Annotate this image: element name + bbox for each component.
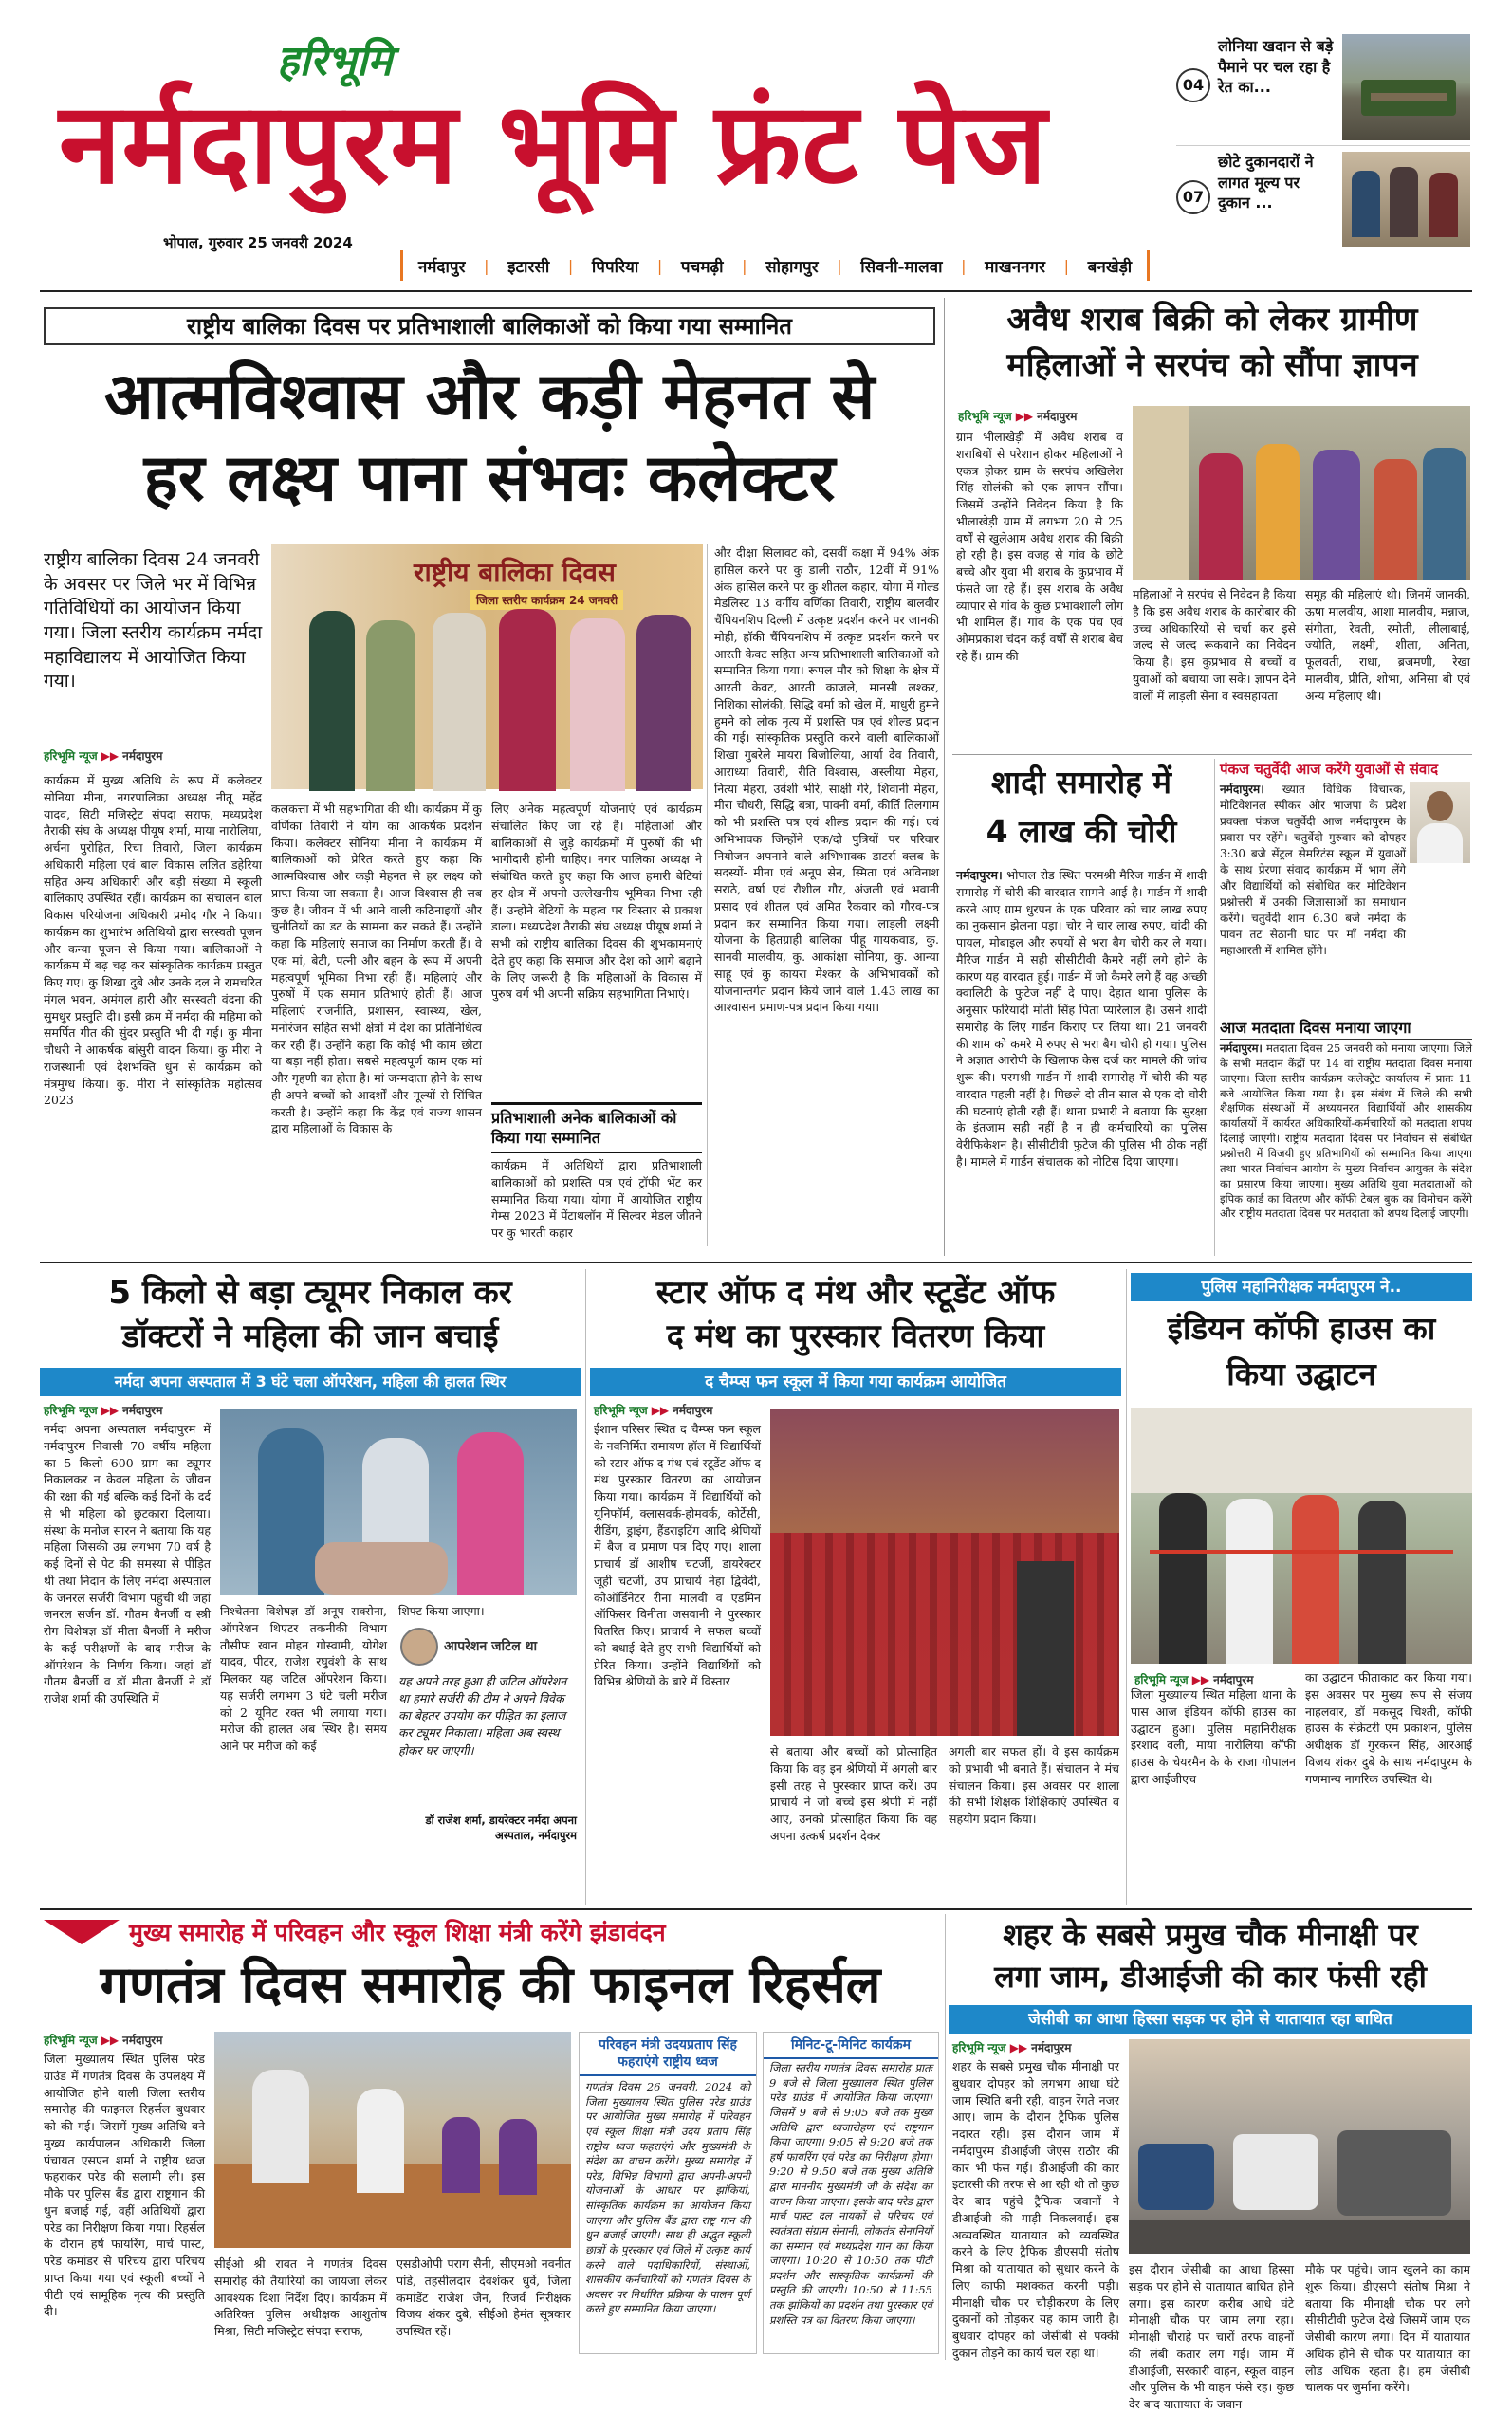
tumor-headline: 5 किलो से बड़ा ट्यूमर निकाल कर <box>108 1274 512 1312</box>
doctor-photo <box>400 1628 438 1666</box>
coffee-story <box>1131 1269 1472 1905</box>
coffee-col2: का उद्घाटन फीताकाट कर किया गया। इस अवसर पर मुख्य रूप से संजय नाहलवार, डॉ मकसूद चिश्ती, कॉफी हाउस के सेक्रेटरी एम प्रकाशन, पुलिस अधीक्षक डॉ गुरकरन सिंह, आरआई विजय शंकर दुबे के साथ नर्मदापुरम के गणमान्य नागरिक उपस्थित थे। <box>1305 1670 1472 1786</box>
col-divider <box>1214 759 1215 1256</box>
tumor-quote-text: यह अपने तरह हुआ ही जटिल ऑपरेशन था हमारे सर्जरी की टीम ने अपने विवेक का बेहतर उपयोग कर पीड़ित का इलाज कर ट्यूमर निकाला। महिला अब स्वस्थ होकर घर जाएगी। <box>398 1674 567 1758</box>
teaser-page-badge: 07 <box>1176 180 1210 214</box>
wedding-body <box>956 867 1207 1252</box>
teaser-photo <box>1342 152 1470 247</box>
lead-intro: राष्ट्रीय बालिका दिवस 24 जनवरी के अवसर पर जिले भर में विभिन्न गतिविधियों का आयोजन किया गया। जिला स्तरीय कार्यक्रम नर्मदा महाविद्यालय में आयोजित किया गया। <box>44 549 263 692</box>
liquor-story <box>952 302 1472 749</box>
chaturvedi-photo <box>1410 782 1470 863</box>
tumor-col3: शिफ्ट किया जाएगा। <box>398 1604 485 1618</box>
masthead-rule <box>40 290 1472 292</box>
coffee-headline: किया उद्घाटन <box>1226 1355 1376 1392</box>
wedding-headline: 4 लाख की चोरी <box>986 813 1177 850</box>
town-link[interactable]: पिपरिया <box>591 257 639 277</box>
photo-banner-text: राष्ट्रीय बालिका दिवस <box>414 557 616 588</box>
lead-subhead: प्रतिभाशाली अनेक बालिकाओं को किया गया सम्मानित <box>491 1102 702 1153</box>
section-rule <box>952 754 1472 755</box>
star-col1: ईशान परिसर स्थित द चैम्प्स फन स्कूल के नवनिर्मित रामायण हॉल में विद्यार्थियों को स्टार ऑफ द मंथ एवं स्टूडेंट ऑफ द मंथ पुरस्कार वितरण का आयोजन किया गया। कार्यक्रम में विद्यार्थियों को यूनिफॉर्म, क्लासवर्क-होमवर्क, कोर्टेसी, रीडिंग, ड्राइंग, हैंडराइटिंग आदि श्रेणियों में बैज व प्रमाण पत्र दिए गए। शाला प्राचार्य डॉ आशीष चटर्जी, डायरेक्टर जूही चटर्जी, उप प्राचार्य नेहा द्विवेदी, कोऑर्डिनेटर रीना मालवी व एडमिन ऑफिसर विनीता जसवानी ने पुरस्कार वितरित किए। प्राचार्य ने सफल बच्चों को बधाई देते हुए सभी विद्यार्थियों को प्रेरित किया। उन्होंने विद्यार्थियों को विभिन्न श्रेणियों के बारे में विस्तार <box>594 1422 761 1689</box>
tumor-subhead-bar: नर्मदा अपना अस्पताल में 3 घंटे चला ऑपरेशन, महिला की हालत स्थिर <box>40 1368 581 1396</box>
star-col2: से बताया और बच्चों को प्रोत्साहित किया कि वह इन श्रेणियों में अगली बार इसी तरह से पुरस्कार प्राप्त करें। उप प्राचार्य ने जो बच्चे इस श्रेणी में नहीं आए, उनको प्रोत्साहित किया कि वह अपना उत्कर्ष प्रदर्शन देकर <box>770 1744 937 1843</box>
town-link[interactable]: सिवनी-मालवा <box>860 257 943 277</box>
wedding-headline: शादी समारोह में <box>991 764 1171 801</box>
liquor-headline: महिलाओं ने सरपंच को सौंपा ज्ञापन <box>1006 346 1418 384</box>
tumor-headline: डॉक्टरों ने महिला की जान बचाई <box>121 1317 499 1355</box>
star-col3: अगली बार सफल हों। वे इस कार्यक्रम को प्रभावी भी बनाते हैं। संचालन ने मंच संचालन किया। इस अवसर पर शाला की सभी शिक्षक शिक्षिकाएं उपस्थित व सहयोग प्रदान किया। <box>949 1744 1119 1826</box>
town-link[interactable]: इटारसी <box>507 257 550 277</box>
liquor-col1: ग्राम भीलाखेड़ी में अवैध शराब व शराबियों से परेशान होकर महिलाओं ने एकत्र होकर ग्राम के सरपंच अखिलेश सिंह सोलंकी को एक ज्ञापन सौंपा। जिसमें उन्होंने निवेदन किया है कि भीलाखेड़ी ग्राम में लगभग 20 से 25 वर्षों से खुलेआम अवैध शराब की बिक्री हो रही है। इस वजह से गांव के छोटे बच्चे और युवा भी शराब के कुप्रभाव में फंसते जा रहे हैं। इस शराब के अवैध व्यापार से गांव के कुछ प्रभावशाली लोग भी शामिल हैं। गांव के एक पंच एवं ओमप्रकाश चंदन कई वर्षों से शराब बेच रहे हैं। ग्राम की <box>956 430 1123 663</box>
chaturvedi-body <box>1220 782 1406 1013</box>
lead-col1: कार्यक्रम में मुख्य अतिथि के रूप में कलेक्टर सोनिया मीना, नगरपालिका अध्यक्ष नीतू महेंद्र यादव, सिटी मजिस्ट्रेट संपदा सराफ, मध्यप्रदेश तैराकी संघ के अध्यक्ष पीयूष शर्मा, माया नारोलिया, अर्चना पुरोहित, रिचा तिवारी, जिला कार्यक्रम अधिकारी महिला एवं बाल विकास ललित डहेरिया सहित अन्य अधिकारी और बड़ी संख्या में स्कूली बालिकाएं उपस्थित रहीं। कार्यक्रम का संचालन बाल विकास परियोजना अधिकारी प्रमोद गौर ने किया। कार्यक्रम का शुभारंभ अतिथियों द्वारा सरस्वती पूजन और कन्या पूजन से किया गया। बालिकाओं ने कार्यक्रम में बढ़ चढ़ कर सांस्कृतिक कार्यक्रम प्रस्तुत किए गए। कु शिखा दुबे और उनके दल ने रामचरित मंगल भवन, अमंगल हारी और सरस्वती वंदना की सुमधुर प्रस्तुति दी। इसी क्रम में नर्मदा की महिमा को समर्पित गीत की सुंदर प्रस्तुति भी दी गई। कु मीना चौधरी ने आकर्षक बांसुरी वादन किया। कु मीरा ने राजस्थानी एवं देशभक्ति धुन से कार्यक्रम को मंत्रमुग्ध किया। कु. मीरा ने सांस्कृतिक महोत्सव 2023 <box>44 773 262 1108</box>
teaser-text: लोनिया खदान से बड़े पैमाने पर चल रहा है रेत का... <box>1218 37 1334 97</box>
lead-headline: आत्मविश्वास और कड़ी मेहनत से <box>103 359 876 434</box>
lead-vrule <box>707 544 708 1246</box>
star-subhead-bar: द चैम्प्स फन स्कूल में किया गया कार्यक्रम आयोजित <box>590 1368 1121 1396</box>
col-divider <box>1126 1269 1127 1905</box>
republic-headline: गणतंत्र दिवस समारोह की फाइनल रिहर्सल <box>100 1955 881 2015</box>
col-divider <box>585 1269 586 1905</box>
lead-headline: हर लक्ष्य पाना संभवः कलेक्टर <box>143 441 836 516</box>
jam-photo <box>1129 2039 1470 2254</box>
schedule-box-text: जिला स्तरीय गणतंत्र दिवस समारोह प्रातः 9 बजे से जिला मुख्यालय स्थित पुलिस परेड ग्राउंड में आयोजित किया जाएगा। जिसमें 9 बजे से 9:05 बजे तक मुख्य अतिथि द्वारा ध्वजारोहण एवं राष्ट्रगान किया जाएगा। 9:05 से 9:20 बजे तक हर्ष फायरिंग एवं परेड का निरीक्षण होगा। 9:20 से 9:50 बजे तक मुख्य अतिथि द्वारा माननीय मुख्यमंत्री जी के संदेश का वाचन किया जाएगा। इसके बाद परेड द्वारा मार्च पास्ट दल नायकों से परिचय एवं स्वतंत्रता संग्राम सेनानी, लोकतंत्र सेनानियों का सम्मान एवं मध्यप्रदेश गान का किया जाएगा। 10:20 से 10:50 तक पीटी प्रदर्शन और सांस्कृतिक कार्यक्रमों की प्रस्तुति की जाएगी। 10:50 से 11:55 तक झांकियों का प्रदर्शन तथा पुरस्कार एवं प्रशस्ति पत्र का वितरण किया जाएगा। <box>769 2061 932 2327</box>
liquor-photo <box>1133 406 1470 580</box>
masthead-brand: हरिभूमि <box>277 37 393 85</box>
lead-story <box>40 298 939 1256</box>
lead-kicker: राष्ट्रीय बालिका दिवस पर प्रतिभाशाली बालिकाओं को किया गया सम्मानित <box>44 307 935 345</box>
section-rule <box>40 1262 1472 1263</box>
teaser-box[interactable] <box>1176 152 1470 247</box>
teaser-page-badge: 04 <box>1176 68 1210 102</box>
republic-kicker: मुख्य समारोह में परिवहन और स्कूल शिक्षा मंत्री करेंगे झंडावंदन <box>129 1919 666 1946</box>
tumor-photo <box>220 1409 577 1595</box>
chaturvedi-headline: पंकज चतुर्वेदी आज करेंगे युवाओं से संवाद <box>1220 761 1439 778</box>
republic-byline: हरिभूमि न्यूज ▶▶ नर्मदापुरम <box>44 2034 163 2047</box>
wedding-story <box>952 759 1210 1256</box>
lead-col3: लिए अनेक महत्वपूर्ण योजनाएं एवं कार्यक्रम संचालित किए जा रहे हैं। महिलाओं और बालिकाओं से जुड़े कार्यक्रमों में पुरुषों की भी भागीदारी होनी चाहिए। नगर पालिका अध्यक्ष ने संबोधित करते हुए कहा कि आज हमारी बेटियां हर क्षेत्र में अपनी उल्लेखनीय भूमिका निभा रही हैं। उन्होंने बेटियों के महत्व पर विस्तार से प्रकाश डाला। मध्यप्रदेश तैराकी संघ अध्यक्ष पीयूष शर्मा ने सभी को राष्ट्रीय बालिका दिवस की शुभकामनाएं देते हुए कहा कि समाज और देश को आगे बढ़ाने के लिए जरूरी है कि महिलाओं के विकास में पुरुष वर्ग भी अपनी सक्रिय सहभागिता निभाएं। <box>491 801 702 1002</box>
voters-body <box>1220 1041 1472 1256</box>
coffee-photo <box>1131 1408 1472 1664</box>
star-headline: द मंथ का पुरस्कार वितरण किया <box>666 1317 1045 1355</box>
republic-photo <box>214 2032 571 2248</box>
town-link[interactable]: माखननगर <box>985 257 1045 277</box>
town-strip: नर्मदापुर | इटारसी | पिपरिया | पचमढ़ी | सोहागपुर | सिवनी-मालवा | माखननगर | बनखेड़ी <box>400 250 1150 281</box>
lead-col3b: कार्यक्रम में अतिथियों द्वारा प्रतिभाशाली बालिकाओं को प्रशस्ति पत्र एवं ट्रॉफी भेंट कर सम्मानित किया गया। योगा में आयोजित राष्ट्रीय गेम्स 2023 में पेंटाथलॉन में सिल्वर मेडल जीतने पर कु भारती कहार <box>491 1158 702 1240</box>
schedule-box <box>763 2032 939 2354</box>
teaser-box[interactable] <box>1176 30 1470 146</box>
jam-col3: मौके पर पहुंचे। जाम खुलने का काम शुरू किया। डीएसपी संतोष मिश्रा ने बताया कि मीनाक्षी चौक पर लगे सीसीटीवी फुटेज देखे जिसमें जाम एक जेसीबी कारण लगा। दिन में यातायात अधिक होने से चौक पर यातायात का लोड अधिक रहता है। हम जेसीबी चालक पर जुर्माना करेंगे। <box>1305 2262 1470 2395</box>
coffee-headline: इंडियन कॉफी हाउस का <box>1167 1310 1436 1347</box>
tumor-quote-title: आपरेशन जटिल था <box>444 1639 538 1654</box>
republic-story <box>40 1914 941 2360</box>
star-byline: हरिभूमि न्यूज ▶▶ नर्मदापुरम <box>594 1404 713 1417</box>
lead-photo <box>271 544 703 789</box>
republic-chevron-icon <box>44 1920 120 1944</box>
wedding-dateline: नर्मदापुरम। <box>956 868 1003 882</box>
tumor-col2: निश्चेतना विशेषज्ञ डॉ अनूप सक्सेना, ऑपरेशन थिएटर तकनीकी विभाग तौसीफ खान मोहन गोस्वामी, योगेश यादव, पीटर, राजेश रघुवंशी के साथ मिलकर यह जटिल ऑपरेशन किया। यह सर्जरी लगभग 3 घंटे चली मरीज को 2 यूनिट रक्त भी लगाया गया। मरीज की हालत अब स्थिर है। समय आने पर मरीज को कई <box>220 1604 387 1753</box>
wedding-text: भोपाल रोड स्थित परमश्री मैरिज गार्डन में शादी समारोह में चोरी की वारदात सामने आई है। गार्डन में शादी करने आए ग्राम धुरपन के एक परिवार को चार लाख रुपए का नुकसान झेलना पड़ा। चोर ने चार लाख रुपए, चांदी की पायल, मोबाइल और रुपयों से भरा बैग चोरी कर ले गया। मैरिज गार्डन में सही सीसीटीवी कैमरे नहीं लगे होने के कारण यह वारदात हुई। गार्डन में जो कैमरे लगे हैं वह अच्छी क्वालिटी के फुटेज नहीं दे पाए। देहात थाना पुलिस के अनुसार फरियादी मोती सिंह पिता प्यारेलाल है। उसने शादी समारोह के लिए गार्डन किराए पर लिया था। 21 जनवरी की शाम को कमरे में रुपए से भरा बैग चोरी हो गया। पुलिस ने अज्ञात आरोपी के खिलाफ केस दर्ज कर मामले की जांच शुरू की। परमश्री गार्डन में शादी समारोह में चोरी की यह वारदात पहली नहीं है। पिछले दो तीन साल से एक दो चोरी की घटनाएं होती रही हैं। थाना प्रभारी ने बताया कि सुरक्षा के इंतजाम सही नहीं है न ही कर्मचारियों का पुलिस वेरीफिकेशन है। सीसीटीवी फुटेज की पुलिस भी ठीक नहीं है। मामले में गार्डन संचालक को नोटिस दिया जाएगा। <box>956 868 1207 1169</box>
jam-headline: शहर के सबसे प्रमुख चौक मीनाक्षी पर <box>1003 1917 1418 1953</box>
chaturvedi-text: ख्यात विधिक विचारक, मोटिवेशनल स्पीकर और भाजपा के प्रदेश प्रवक्ता पंकज चतुर्वेदी आज नर्मदापुरम के प्रवास पर रहेंगे। चतुर्वेदी गुरुवार को दोपहर 3:30 बजे सेंट्रल सेमरिटंस स्कूल में युवाओं के साथ प्रेरणा संवाद कार्यक्रम में भाग लेंगे और विद्यार्थियों को संबोधित कर मोटिवेशन प्रश्नोत्तरी में उनकी जिज्ञासाओं का समाधान करेंगे। चतुर्वेदी शाम 6.30 बजे नर्मदा के पावन तट सेठानी घाट पर माँ नर्मदा की महाआरती में शामिल होंगे। <box>1220 783 1406 958</box>
jam-col1: शहर के सबसे प्रमुख चौक मीनाक्षी पर बुधवार दोपहर को लगभग आधा घंटे जाम स्थिति बनी रही, वाहन रेंगते नजर आए। जाम के दौरान ट्रैफिक पुलिस नदारत रही। इस दौरान जाम में नर्मदापुरम डीआईजी जेएस राठौर की कार भी फंस गई। डीआईजी की कार इटारसी की तरफ से आ रही थी तो कुछ देर बाद पहुंचे ट्रैफिक जवानों ने डीआईजी की गाड़ी निकलवाई। इस अव्यवस्थित यातायात को व्यवस्थित करने के लिए ट्रैफिक डीएसपी संतोष मिश्रा को यातायात को सुधार करने के लिए काफी मशक्कत करनी पड़ी। मीनाक्षी चौक पर चौड़ीकरण के लिए दुकानों को तोड़कर यह काम जारी है। बुधवार दोपहर को जेसीबी से पक्की दुकान तोड़ने का कार्य चल रहा था। <box>952 2059 1119 2360</box>
voters-text: मतदाता दिवस 25 जनवरी को मनाया जाएगा। जिले के सभी मतदान केंद्रों पर 14 वां राष्ट्रीय मतदाता दिवस मनाया जाएगा। जिला स्तरीय कार्यक्रम कलेक्ट्रेट कार्यालय में प्रातः 11 बजे आयोजित किया गया है। इस संबंध में जिले की सभी शैक्षणिक संस्थाओं में अध्ययनरत विद्यार्थियों और शासकीय कार्यालयों में कार्यरत अधिकारियों-कर्मचारियों को मतदाता शपथ दिलाई जाएगी। राष्ट्रीय मतदाता दिवस पर निर्वाचन से संबंधित प्रश्नोत्तरी में विजयी हुए प्रतिभागियों को सम्मानित किया जाएगा तथा भारत निर्वाचन आयोग के मुख्य निर्वाचन आयुक्त के संदेश का प्रसारण किया जाएगा। मुख्य अतिथि युवा मतदाताओं को इपिक कार्ड का वितरण और कॉफी टेबल बुक का विमोचन करेंगे और राष्ट्रीय मतदाता दिवस पर मतदाता को शपथ दिलाई जाएगी। <box>1220 1041 1473 1221</box>
chaturvedi-dateline: नर्मदापुरम। <box>1220 783 1264 796</box>
liquor-headline: अवैध शराब बिक्री को लेकर ग्रामीण <box>1006 301 1418 339</box>
lead-col4: और दीक्षा सिलावट को, दसवीं कक्षा में 94% अंक हासिल करने पर कु डाली राठौर, 12वीं में 91% अंक हासिल करने पर कु शीतल कहार, योगा में गोल्ड मेडलिस्ट 13 वर्गीय वर्णिका तिवारी, राष्ट्रीय बालवीर चैंपियनशिप दिल्ली में उत्कृष्ट प्रदर्शन करने पर जानकी मोही, हॉकी चैंपियनशिप में उत्कृष्ट प्रदर्शन करने पर आरती केवट सहित अन्य प्रतिभाशाली बालिकाओं को सम्मानित किया गया। रूपल मौर को शिक्षा के क्षेत्र में आरती केवट, आरती काजले, मानसी लश्कर, निशिका सोलंकी, सिद्धि वर्मा को खेल में, माधुरी हुमने हुमने को लोक नृत्य में प्रशस्ति पत्र एवं शील्ड प्रदान की गई। सांस्कृतिक प्रस्तुति करने वाली बालिकाओं शिखा गुबरेले मायरा बिजोलिया, आर्या देव तिवारी, आराध्या तिवारी, रीति विश्वास, अस्लीया मेहरा, नित्या मेहरा, उर्वशी भीरे, साक्षी गेरे, शिवानी मेहरा, मीरा चौधरी, सिद्धि बत्रा, पावनी वर्मा, कीर्ति तिलगाम को भी प्रशस्ति पत्र एवं शील्ड प्रदान की गई। एवं अभिभावक जिन्होंने एक/दो पुत्रियों पर परिवार नियोजन अपनाने वाले अभिभावक डाटर्स क्लब के सदस्यों- मीना एवं अनूप सेन, स्मिता एवं अविनाश सराठे, वर्षा एवं रौशील गौर, अंजली एवं भवानी प्रसाद एवं शीतल एवं अमित रैकवार को गौरव-पत्र प्रदान कर सम्मानित किया गया। लाड़ली लक्ष्मी योजना के हितग्राही बालिका पीहू गायकवाड, कु. सानवी मालवीय, कु. आकांक्षा सोनिया, कु. आन्या साहू एवं कु कायरा मेश्कर के अभिभावकों को योजनान्तर्गत प्रदान किये जाने वाले 1.43 लाख का आश्वासन प्रमाण-पत्र प्रदान किया गया। <box>714 545 939 1015</box>
town-link[interactable]: नर्मदापुर <box>417 257 466 277</box>
minister-box-title: परिवहन मंत्री उदयप्रताप सिंह फहराएंगे राष्ट्रीय ध्वज <box>580 2033 756 2076</box>
jam-byline: हरिभूमि न्यूज ▶▶ नर्मदापुरम <box>952 2041 1072 2054</box>
town-link[interactable]: पचमढ़ी <box>680 257 724 277</box>
jam-col2: इस दौरान जेसीबी का आधा हिस्सा सड़क पर होने से यातायात बाधित होने लगा। इस कारण करीब आधे घंटे मीनाक्षी चौक पर जाम लगा रहा। मीनाक्षी चौराहे पर चारों तरफ वाहनों की लंबी कतार लग गई। जाम में डीआईजी, सरकारी वाहन, स्कूल वाहन और पुलिस के भी वाहन फंसे रह। कुछ देर बाद यातायात के जवान <box>1129 2262 1294 2411</box>
jam-headline: लगा जाम, डीआईजी की कार फंसी रही <box>994 1959 1427 1995</box>
masthead-title: नर्मदापुरम भूमि फ्रंट पेज <box>59 78 1048 209</box>
republic-photo-caption: सीईओ श्री रावत ने गणतंत्र दिवस समारोह की तैयारियों का जायजा लेकर आवश्यक दिशा निर्देश दिए। कार्यक्रम में अतिरिक्त पुलिस अधीक्षक आशुतोष मिश्रा, सिटी मजिस्ट्रेट संपदा सराफ, <box>214 2256 387 2338</box>
lead-byline: हरिभूमि न्यूज ▶▶ नर्मदापुरम <box>44 749 163 763</box>
teaser-text: छोटे दुकानदारों ने लागत मूल्य पर दुकान ... <box>1218 153 1314 212</box>
republic-col1: जिला मुख्यालय स्थित पुलिस परेड ग्राउंड में गणतंत्र दिवस के उपलक्ष्य में आयोजित होने वाली जिला स्तरीय समारोह की फाइनल रिहर्सल बुधवार को की गई। जिसमें मुख्य अतिथि बने मुख्य कार्यपालन अधिकारी जिला पंचायत एसएन शर्मा ने राष्ट्रीय ध्वज फहराकर परेड की सलामी ली। इस मौके पर पुलिस बैंड द्वारा राष्ट्रगान की धुन बजाई गई, वहीं अतिथियों द्वारा परेड का निरीक्षण किया गया। रिहर्सल के दौरान हर्ष फायरिंग, मार्च पास्ट, परेड कमांडर से परिचय द्वारा परिचय प्राप्त किया गया एवं स्कूली बच्चों ने पीटी एवं सामूहिक नृत्य की प्रस्तुति दी। <box>44 2052 205 2319</box>
tumor-quote-by: डॉ राजेश शर्मा, डायरेक्टर नर्मदा अपना अस्पताल, नर्मदापुरम <box>425 1814 577 1842</box>
col-divider <box>944 298 945 1256</box>
voters-dateline: नर्मदापुरम। <box>1220 1041 1263 1055</box>
republic-photo-caption: एसडीओपी पराग सैनी, सीएमओ नवनीत पांडे, तहसीलदार देवशंकर धुर्वे, जिला कमांडेंट राजेश जैन, रिजर्व निरीक्षक विजय शंकर दुबे, सीईओ हेमंत सूत्रकार उपस्थित रहें। <box>396 2256 571 2338</box>
town-link[interactable]: बनखेड़ी <box>1087 257 1133 277</box>
minister-box <box>579 2032 757 2354</box>
liquor-byline: हरिभूमि न्यूज ▶▶ नर्मदापुरम <box>958 410 1078 423</box>
star-photo <box>770 1409 1119 1736</box>
coffee-col1: जिला मुख्यालय स्थित महिला थाना के पास आज इंडियन कॉफी हाउस का उद्घाटन हुआ। पुलिस महानिरीक्षक इरशाद वली, माया नारोलिया कॉफी हाउस के चेयरमैन के के राजा गोपालन द्वारा आईजीएच <box>1131 1687 1296 1786</box>
teaser-photo <box>1342 34 1470 140</box>
lead-col2: कलकत्ता में भी सहभागिता की थी। कार्यक्रम में कु वर्णिका तिवारी ने योग का आकर्षक प्रदर्शन किया। कलेक्टर सोनिया मीना ने कार्यक्रम में बालिकाओं को प्रेरित करते हुए कहा कि आत्मविश्वास और कड़ी मेहनत से हर लक्ष्य को प्राप्त किया जा सकता है। आज विश्वास ही सब कुछ है। जीवन में भी आने वाली कठिनाइयों और चुनौतियों का डट के सामना कर सकते हैं। उन्होंने कहा कि महिलाएं समाज का निर्माण करती हैं। वे एक मां, बेटी, पत्नी और बहन के रूप में अपनी महत्वपूर्ण भूमिका निभा रही हैं। महिलाएं और पुरुषों में एक समान प्रतिभाएं होती हैं। आज महिलाएं राजनीति, प्रशासन, स्वास्थ्य, खेल, मनोरंजन सहित सभी क्षेत्रों में देश का प्रतिनिधित्व कर रही हैं। उन्होंने कहा कि कोई भी काम छोटा या बड़ा नहीं होता। सबसे महत्वपूर्ण काम एक मां और गृहणी का होता है। मां जन्मदाता होने के साथ ही अपने बच्चों को आदर्शों और मूल्यों से सिंचित करती है। उन्होंने कहा कि केंद्र एवं राज्य शासन द्वारा महिलाओं के विकास के <box>271 801 482 1136</box>
tumor-story <box>40 1269 581 1905</box>
coffee-kicker: पुलिस महानिरीक्षक नर्मदापुरम ने.. <box>1131 1273 1472 1301</box>
liquor-col2: महिलाओं ने सरपंच से निवेदन है किया है कि इस अवैध शराब के कारोबार की उच्च अधिकारियों से चर्चा कर इसे जल्द से जल्द रूकवाने का निवेदन किया है। इस कुप्रभाव से बच्चों व युवाओं को बचाया जा सके। ज्ञापन देने वालों में लाड़ली सेना व स्वसहायता <box>1133 587 1296 703</box>
voters-headline: आज मतदाता दिवस मनाया जाएगा <box>1220 1019 1472 1040</box>
masthead-date: भोपाल, गुरुवार 25 जनवरी 2024 <box>163 234 353 251</box>
schedule-box-title: मिनिट-टू-मिनिट कार्यक्रम <box>764 2033 938 2059</box>
town-link[interactable]: सोहागपुर <box>765 257 819 277</box>
voters-story <box>1220 1019 1472 1256</box>
star-story <box>590 1269 1121 1905</box>
jam-subhead-bar: जेसीबी का आधा हिस्सा सड़क पर होने से यातायात रहा बाधित <box>949 2005 1472 2034</box>
tumor-quote-box <box>398 1628 577 1901</box>
col-divider <box>945 1914 946 2360</box>
coffee-byline: हरिभूमि न्यूज ▶▶ नर्मदापुरम <box>1134 1673 1254 1686</box>
liquor-col3: समूह की महिलाएं थी। जिनमें जानकी, ऊषा मालवीय, आशा मालवीय, मन्नाज, संगीता, रेवती, रमोती, लीलाबाई, ज्योति, लक्ष्मी, शीला, अनिता, फूलवती, राधा, ब्रजमणी, रेखा मालवीय, प्रीति, शोभा, अनिसा बी एवं अन्य महिलाएं थी। <box>1305 587 1470 703</box>
chaturvedi-story <box>1220 759 1472 1013</box>
jam-story <box>949 1914 1472 2411</box>
photo-banner-sub: जिला स्तरीय कार्यक्रम 24 जनवरी <box>470 590 623 610</box>
tumor-col1: नर्मदा अपना अस्पताल नर्मदापुरम में नर्मदापुरम निवासी 70 वर्षीय महिला का 5 किलो 600 ग्राम का ट्यूमर निकालकर न केवल महिला के जीवन की रक्षा की गई बल्कि कई दिनों के दर्द से भी महिला को छुटकारा दिलाया। संस्था के मनोज सारन ने बताया कि यह महिला जिसकी उम्र लगभग 70 वर्ष है कई दिनों से पेट की समस्या से पीड़ित थी तथा निदान के लिए नर्मदा अस्पताल के जनरल सर्जरी विभाग पहुंची थी जहां जनरल सर्जन डॉ. गौतम बैनर्जी व स्त्री रोग विशेषज्ञ डॉ मीता बैनर्जी ने मरीज के कई परीक्षणों के बाद मरीज के ऑपरेशन के निर्णय किया। जहां डॉ गौतम बैनर्जी व डॉ मीता बैनर्जी ने डॉ राजेश शर्मा की उपस्थिति में <box>44 1422 211 1705</box>
section-rule <box>40 1908 1472 1910</box>
star-headline: स्टार ऑफ द मंथ और स्टूडेंट ऑफ <box>655 1274 1056 1312</box>
tumor-byline: हरिभूमि न्यूज ▶▶ नर्मदापुरम <box>44 1404 163 1417</box>
minister-box-text: गणतंत्र दिवस 26 जनवरी, 2024 को जिला मुख्यालय स्थित पुलिस परेड ग्राउंड पर आयोजित मुख्य समारोह में परिवहन एवं स्कूल शिक्षा मंत्री उदय प्रताप सिंह राष्ट्रीय ध्वज फहराएंगे और मुख्यमंत्री के संदेश का वाचन करेंगे। मुख्य समारोह में परेड, विभिन्न विभागों द्वारा अपनी-अपनी योजनाओं के आधार पर झांकियां, सांस्कृतिक कार्यक्रम का आयोजन किया जाएगा और पुलिस बैंड द्वारा राष्ट्र गान की धुन बजाई जाएगी। साथ ही अद्भुत स्कूली छात्रों के पुरस्कार एवं जिले में उत्कृष्ट कार्य करने वाले पदाधिकारियों, संस्थाओं, शासकीय कर्मचारियों को गणतंत्र दिवस के अवसर पर निर्धारित प्रक्रिया के पालन पूर्ण करते हुए सम्मानित किया जाएगा। <box>585 2080 750 2316</box>
